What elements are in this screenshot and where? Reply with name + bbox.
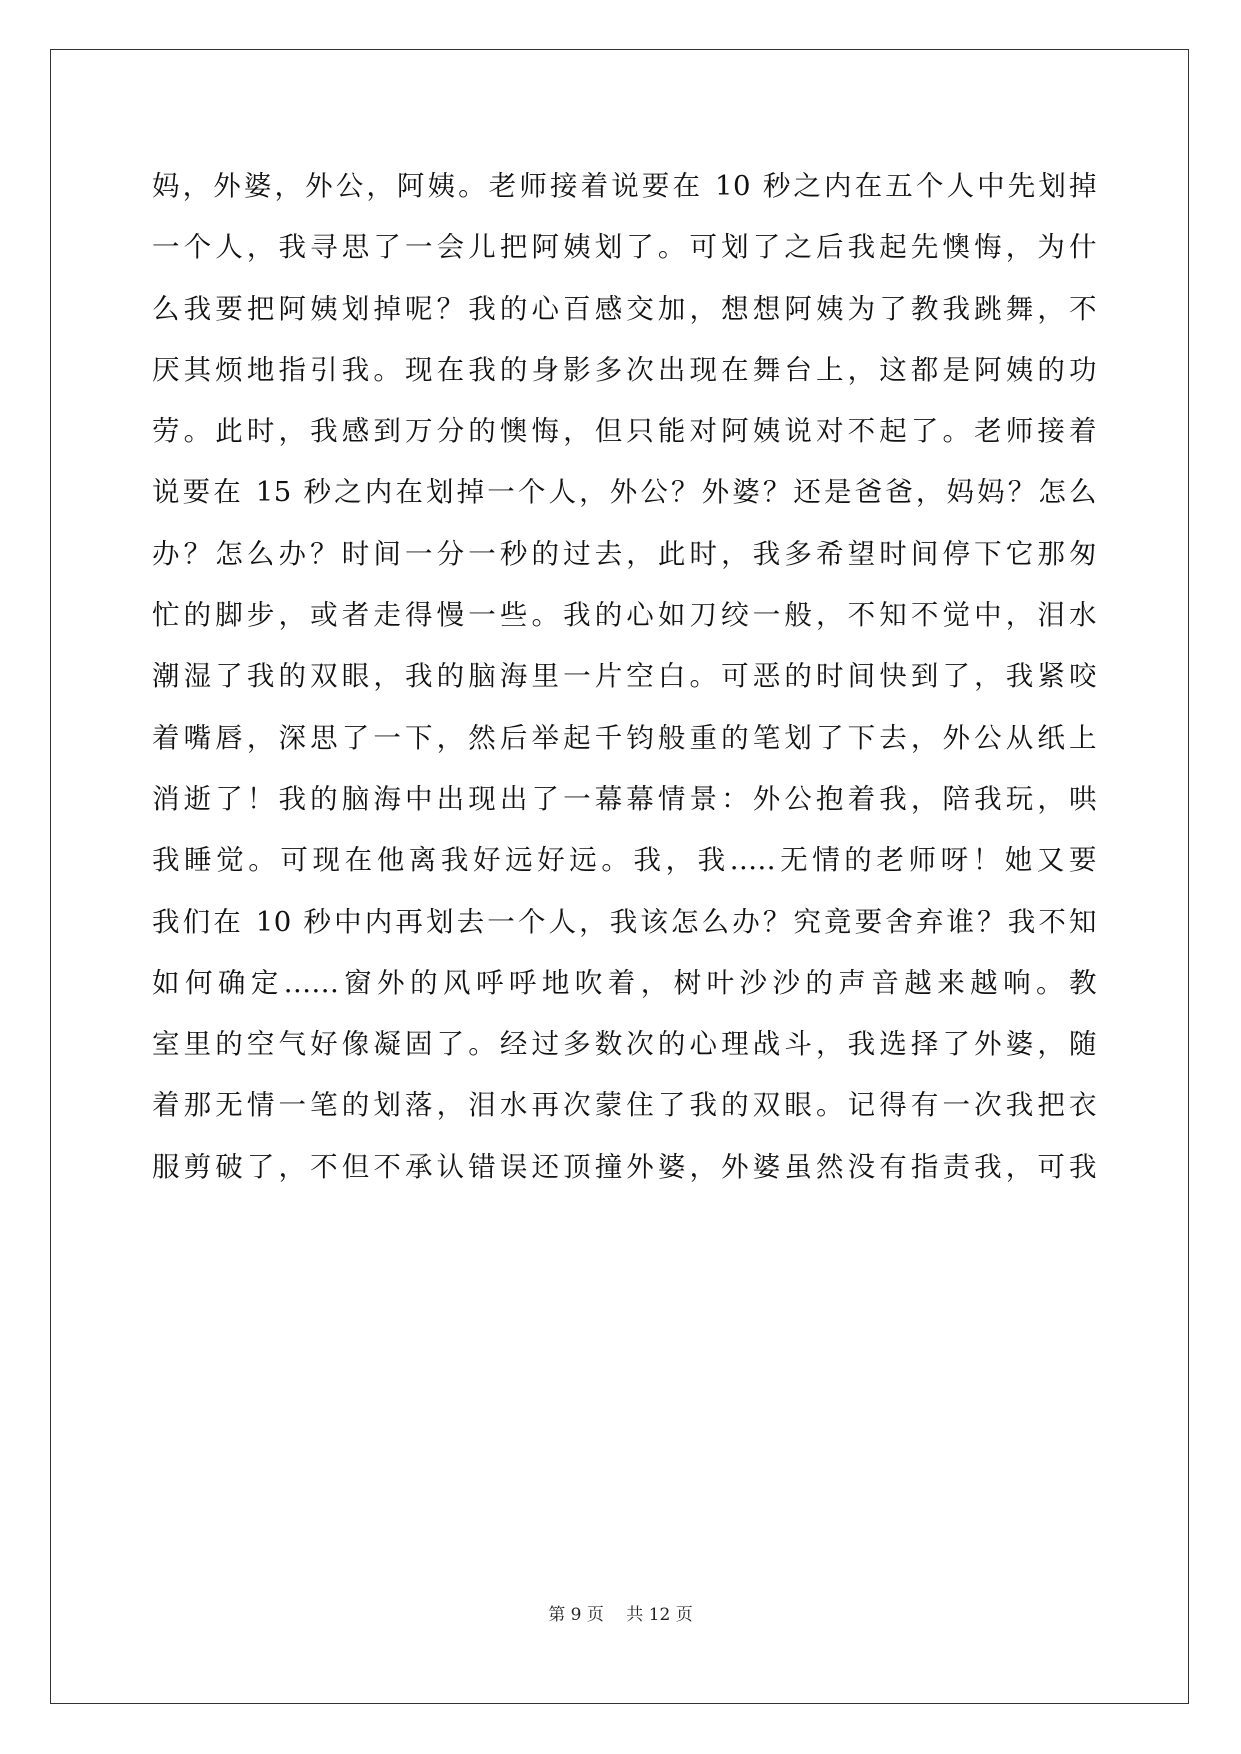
text-line: 忙的脚步，或者走得慢一些。我的心如刀绞一般，不知不觉中，泪水 — [152, 599, 1097, 632]
page-number: 第 9 页 共 12 页 — [548, 1605, 693, 1625]
text-line: 我们在 10 秒中内再划去一个人，我该怎么办？究竟要舍弃谁？我不知 — [152, 905, 1097, 938]
text-line: 消逝了！我的脑海中出现出了一幕幕情景：外公抱着我，陪我玩，哄 — [152, 782, 1097, 815]
body-text — [152, 156, 1097, 1198]
text-line: 如何确定......窗外的风呼呼地吹着，树叶沙沙的声音越来越响。教 — [152, 966, 1097, 999]
text-line: 我睡觉。可现在他离我好远好远。我，我.....无情的老师呀！她又要 — [152, 844, 1097, 877]
text-line: 厌其烦地指引我。现在我的身影多次出现在舞台上，这都是阿姨的功 — [152, 353, 1097, 386]
text-line: 着那无情一笔的划落，泪水再次蒙住了我的双眼。记得有一次我把衣 — [152, 1089, 1097, 1122]
text-line: 办？怎么办？时间一分一秒的过去，此时，我多希望时间停下它那匆 — [152, 537, 1097, 570]
text-line: 说要在 15 秒之内在划掉一个人，外公？外婆？还是爸爸，妈妈？怎么 — [152, 476, 1097, 509]
text-line: 服剪破了，不但不承认错误还顶撞外婆，外婆虽然没有指责我，可我 — [152, 1150, 1097, 1183]
text-line: 着嘴唇，深思了一下，然后举起千钧般重的笔划了下去，外公从纸上 — [152, 721, 1097, 754]
text-line: 一个人，我寻思了一会儿把阿姨划了。可划了之后我起先懊悔，为什 — [152, 231, 1097, 264]
text-line: 妈，外婆，外公，阿姨。老师接着说要在 10 秒之内在五个人中先划掉 — [152, 170, 1097, 202]
text-line: 室里的空气好像凝固了。经过多数次的心理战斗，我选择了外婆，随 — [152, 1028, 1097, 1061]
text-line: 劳。此时，我感到万分的懊悔，但只能对阿姨说对不起了。老师接着 — [152, 415, 1097, 448]
text-line: 么我要把阿姨划掉呢？我的心百感交加，想想阿姨为了教我跳舞，不 — [152, 292, 1097, 325]
text-line: 潮湿了我的双眼，我的脑海里一片空白。可恶的时间快到了，我紧咬 — [152, 660, 1097, 693]
